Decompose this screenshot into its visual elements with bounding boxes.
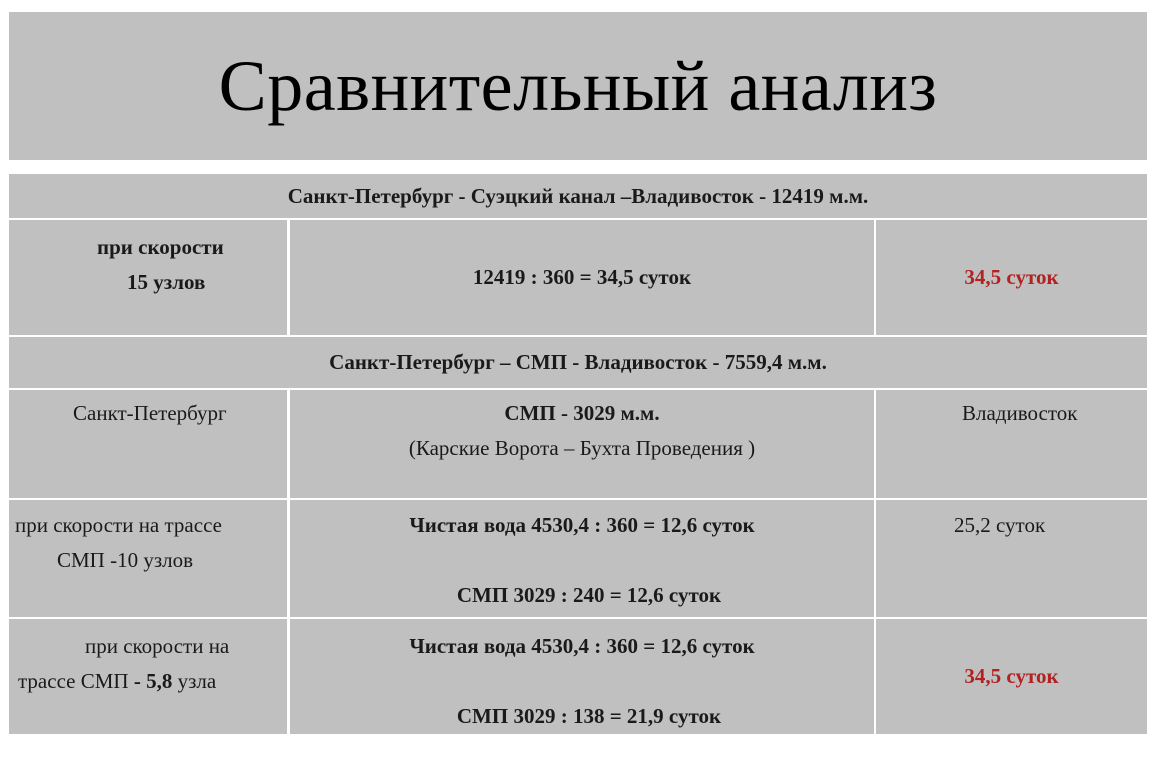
case58-label-line2: трассе СМП - 5,8 узла (18, 669, 217, 693)
case10-label-line2: СМП -10 узлов (57, 548, 194, 572)
case58-result-cell: 34,5 суток (876, 619, 1147, 734)
case58-clean-water: Чистая вода 4530,4 : 360 = 12,6 суток (409, 634, 755, 658)
case58-smp: СМП 3029 : 138 = 21,9 суток (456, 704, 722, 728)
title-banner (9, 12, 1147, 160)
case10-smp: СМП 3029 : 240 = 12,6 суток (456, 583, 722, 607)
route1-result-cell: 34,5 суток (876, 220, 1147, 335)
route1-speed-line1: при скорости (97, 235, 224, 259)
case10-label-cell (9, 500, 287, 617)
case10-calc-cell (290, 500, 874, 617)
route2-smp-cell (290, 390, 874, 498)
case58-calc-cell (290, 619, 874, 734)
case58-label-cell (9, 619, 287, 734)
route2-smp-line2: (Карские Ворота – Бухта Проведения ) (408, 436, 756, 460)
route1-speed-line2: 15 узлов (127, 270, 206, 294)
route2-header: Санкт-Петербург – СМП - Владивосток - 7559,4 м.м. (9, 337, 1147, 388)
route1-header: Санкт-Петербург - Суэцкий канал –Владивосток - 12419 м.м. (9, 174, 1147, 218)
case10-result: 25,2 суток (954, 513, 1046, 537)
comparison-table (9, 174, 1147, 734)
route2-origin-cell (9, 390, 287, 498)
case10-label-line1: при скорости на трассе (15, 513, 222, 537)
case10-result-cell (876, 500, 1147, 617)
route2-destination: Владивосток (962, 401, 1078, 425)
case58-label-line1: при скорости на (85, 634, 230, 658)
route2-destination-cell (876, 390, 1147, 498)
route1-speed-cell (9, 220, 287, 335)
case10-clean-water: Чистая вода 4530,4 : 360 = 12,6 суток (409, 513, 755, 537)
page-title: Сравнительный анализ (218, 45, 938, 126)
route2-origin: Санкт-Петербург (73, 401, 227, 425)
route1-calc-cell: 12419 : 360 = 34,5 суток (290, 220, 874, 335)
route2-smp-line1: СМП - 3029 м.м. (504, 401, 660, 425)
